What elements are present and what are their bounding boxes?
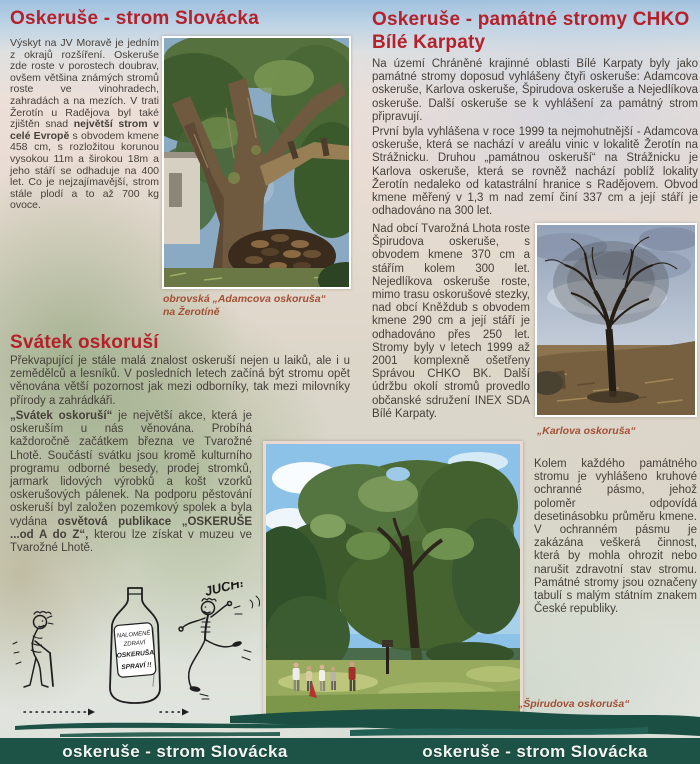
cartoon-bottle [110, 588, 160, 703]
cartoon [10, 582, 262, 726]
left-paragraph-2: Překvapující je stále malá znalost oskeruší nejen u laiků, ale i u zemědělců a lesníků. V posledních letech začíná být stromu opět věnována větší pozornost jak mezi odborníky, tak mezi milovníky přírody a zahrádkáři. [10, 355, 350, 407]
right-paragraph-4: Kolem každého památného stromu je vyhlášeno kruhové ochranné pásmo, jehož poloměr odpovídá desetinásobku průměru kmene. V ochranném pásmu je zakázána veškerá činnost, která by mohla ohrozit nebo narušit zdravotní stav stromu. Památné stromy jsou označeny tabulí s malým státním znakem České republiky. [534, 458, 697, 616]
left-heading-2: Svátek oskoruší [10, 332, 159, 353]
adamcova-caption-line2: na Žerotíně [163, 306, 220, 318]
right-heading: Oskeruše - památné stromy CHKO Bílé Karpaty [372, 9, 690, 53]
adamcova-caption-line1: obrovská „Adamcova oskoruša“ [163, 293, 326, 305]
spirudova-photo-illustration [266, 444, 520, 716]
right-paragraph-1: Na území Chráněné krajinné oblasti Bílé Karpaty byly jako památné stromy doposud vyhlášeny čtyři oskeruše: Adamcova oskeruše, Karlova oskeruše, Špirudova oskeruše a Nejedlíkova oskeruše. Další oskeruše se k vyhlášení za památný strom připravují. [372, 58, 698, 123]
cartoon-old-man [13, 612, 53, 688]
left-paragraph-3-text: je největší akce, která je oskeruším u nás věnována. Probíhá každoročně začátkem března ve Tvarožné Lhotě. Součástí svátku jsou kromě kulturního programu odborné besedy, prodej stromků, jarmark lidových výrobků a košt vzorků oskerušových pálenek. Na podporu pěstování oskeruší byl založen pozemkový spolek a byla vydána [10, 410, 253, 528]
left-heading: Oskeruše - strom Slovácka [10, 8, 259, 29]
footer-brush-strokes [0, 708, 700, 742]
left-paragraph-1-text: Výskyt na JV Moravě je jedním z okrajů rozšíření. Oskeruše zde roste v porostech doubrav, ovšem většina známých stromů roste ve vinohradech, zahradách a na mezích. V trati Žerotín u Radějova byl také zjištěn snad [10, 37, 159, 131]
right-paragraph-2: První byla vyhlášena v roce 1999 ta nejmohutnější - Adamcova oskeruše, která se nachází v areálu vinic v lokalitě Žerotín na Strážnicku. Druhou „památnou oskeruší“ na Strážnicku je Karlova oskeruše, která se rovněž nachází poblíž lokality Žerotín nedaleko od katastrální hranice s Radějovem. Obvod kmene měřený v 1,3 m nad zemí činí 337 cm a její stáří je odhadováno na 300 let. [372, 126, 698, 218]
spirudova-photo [263, 441, 523, 719]
footer-text-left: oskeruše - strom Slovácka [62, 742, 288, 761]
adamcova-photo-illustration [164, 38, 349, 287]
left-paragraph-1 [10, 38, 159, 212]
karlova-photo-illustration [537, 225, 695, 415]
left-paragraph-3-bold: „Svátek oskoruší“ [10, 410, 113, 422]
cartoon-happy-man [179, 599, 251, 700]
cartoon-exclamation: JUCH! [203, 582, 246, 599]
left-paragraph-3-bold-2: osvětová publikace „OSKERUŠE ...od A do Z“, [10, 515, 252, 541]
bottle-label-line3: OSKERUŠA [116, 649, 155, 660]
cartoon-illustration [10, 582, 262, 726]
house [164, 152, 204, 244]
left-paragraph-3 [10, 410, 252, 555]
karlova-caption: „Karlova oskoruša“ [537, 425, 636, 437]
right-paragraph-3: Nad obcí Tvarožná Lhota roste Špirudova oskeruše, s obvodem kmene 370 cm a stářím kolem 300 let. Nejedlíkova oskeruše roste, mimo trasu oskorušové stezky, nad obcí Kněždub s obvodem kmene 290 cm a její stáří je odhadováno přes 250 let. Stromy byly v letech 1999 až 2001 komplexně ošetřeny Správou CHKO BK. Další údržbu okolí stromů provedlo občanské sdružení INEX SDA Bílé Karpaty. [372, 223, 530, 420]
bottle-label-line2: ZDRAVÍ [123, 640, 146, 648]
adamcova-caption [163, 293, 349, 319]
left-paragraph-1-text-2: s obvodem kmene 458 cm, s rozložitou korunou vysokou 11m a širokou 18m a jeho stáří se odhaduje na 400 let. Co je nejzajímavější, strom stále plodí a to až 700 kg ovoce. [10, 129, 160, 212]
bottle-label-line4: SPRAVÍ !! [121, 661, 152, 672]
karlova-photo [535, 223, 697, 417]
bottle-label-line1: NALOMENÉ [116, 630, 151, 640]
footer-text-right: oskeruše - strom Slovácka [422, 742, 648, 761]
left-paragraph-1-bold: největší strom v celé Evropě [10, 118, 159, 142]
spirudova-caption: „Špirudova oskoruša“ [518, 698, 630, 710]
cartoon-bottle-label [114, 622, 156, 677]
left-paragraph-3-text-2: kterou lze získat v muzeu ve Tvarožné Lhotě. [10, 528, 252, 555]
adamcova-photo [162, 36, 351, 289]
